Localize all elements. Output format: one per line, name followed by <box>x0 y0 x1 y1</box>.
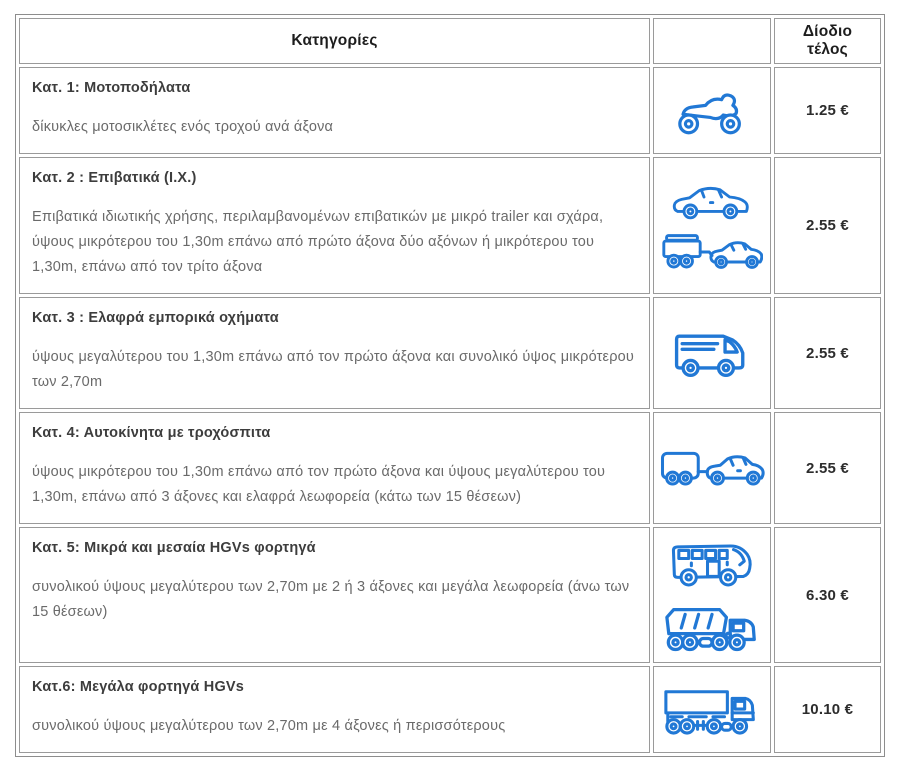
table-row <box>19 157 881 294</box>
table-row <box>19 412 881 524</box>
toll-price: 10.10 € <box>774 666 881 753</box>
toll-price: 2.55 € <box>774 412 881 524</box>
header-categories: Κατηγορίες <box>19 18 650 64</box>
category-title: Κατ.6: Μεγάλα φορτηγά HGVs <box>32 679 245 695</box>
category-description: συνολικού ύψους μεγαλύτερου των 2,70m με 4 άξονες ή περισσότερους <box>32 718 506 734</box>
header-row <box>19 18 881 64</box>
car-with-trailer-icon <box>661 232 763 272</box>
category-description: ύψους μικρότερου του 1,30m επάνω από τον πρώτο άξονα και ύψους μεγαλύτερου του 1,30m, επάνω από 3 άξονες και ελαφρά λεωφορεία (κάτω των 15 θέσεων) <box>32 464 606 505</box>
dump-truck-icon <box>664 599 760 653</box>
semi-truck-icon <box>663 685 761 735</box>
category-title: Κατ. 4: Αυτοκίνητα με τροχόσπιτα <box>32 425 271 441</box>
category-title: Κατ. 5: Μικρά και μεσαία HGVs φορτηγά <box>32 540 316 556</box>
caravan-with-car-icon <box>658 446 766 490</box>
toll-price: 6.30 € <box>774 527 881 663</box>
category-title: Κατ. 1: Μοτοποδήλατα <box>32 80 191 96</box>
category-description: δίκυκλες μοτοσικλέτες ενός τροχού ανά άξονα <box>32 119 334 135</box>
bus-icon <box>666 537 758 589</box>
toll-price: 2.55 € <box>774 297 881 409</box>
toll-price: 1.25 € <box>774 67 881 154</box>
header-toll: Δίοδιο τέλος <box>774 18 881 64</box>
category-description: Επιβατικά ιδιωτικής χρήσης, περιλαμβανομένων επιβατικών με μικρό trailer και σχάρα, ύψους μικρότερου του 1,30m επάνω από πρώτο άξονα δύο αξόνων ή μικρότερου του 1,30m, επάνω από τον τρίτο άξονα <box>32 209 604 275</box>
category-description: συνολικού ύψους μεγαλύτερου των 2,70m με 2 ή 3 άξονες και μεγάλα λεωφορεία (άνω των 15 θέσεων) <box>32 579 630 620</box>
table-row <box>19 527 881 663</box>
table-row <box>19 666 881 753</box>
header-icons <box>653 18 771 64</box>
category-description: ύψους μεγαλύτερου του 1,30m επάνω από τον πρώτο άξονα και συνολικό ύψος μικρότερου των 2,70m <box>32 349 635 390</box>
table-row <box>19 67 881 154</box>
category-title: Κατ. 2 : Επιβατικά (Ι.Χ.) <box>32 170 197 186</box>
car-icon <box>672 180 752 222</box>
motorcycle-icon <box>675 85 749 137</box>
van-icon <box>671 325 753 381</box>
toll-table <box>15 14 885 757</box>
category-title: Κατ. 3 : Ελαφρά εμπορικά οχήματα <box>32 310 279 326</box>
toll-price: 2.55 € <box>774 157 881 294</box>
table-row <box>19 297 881 409</box>
